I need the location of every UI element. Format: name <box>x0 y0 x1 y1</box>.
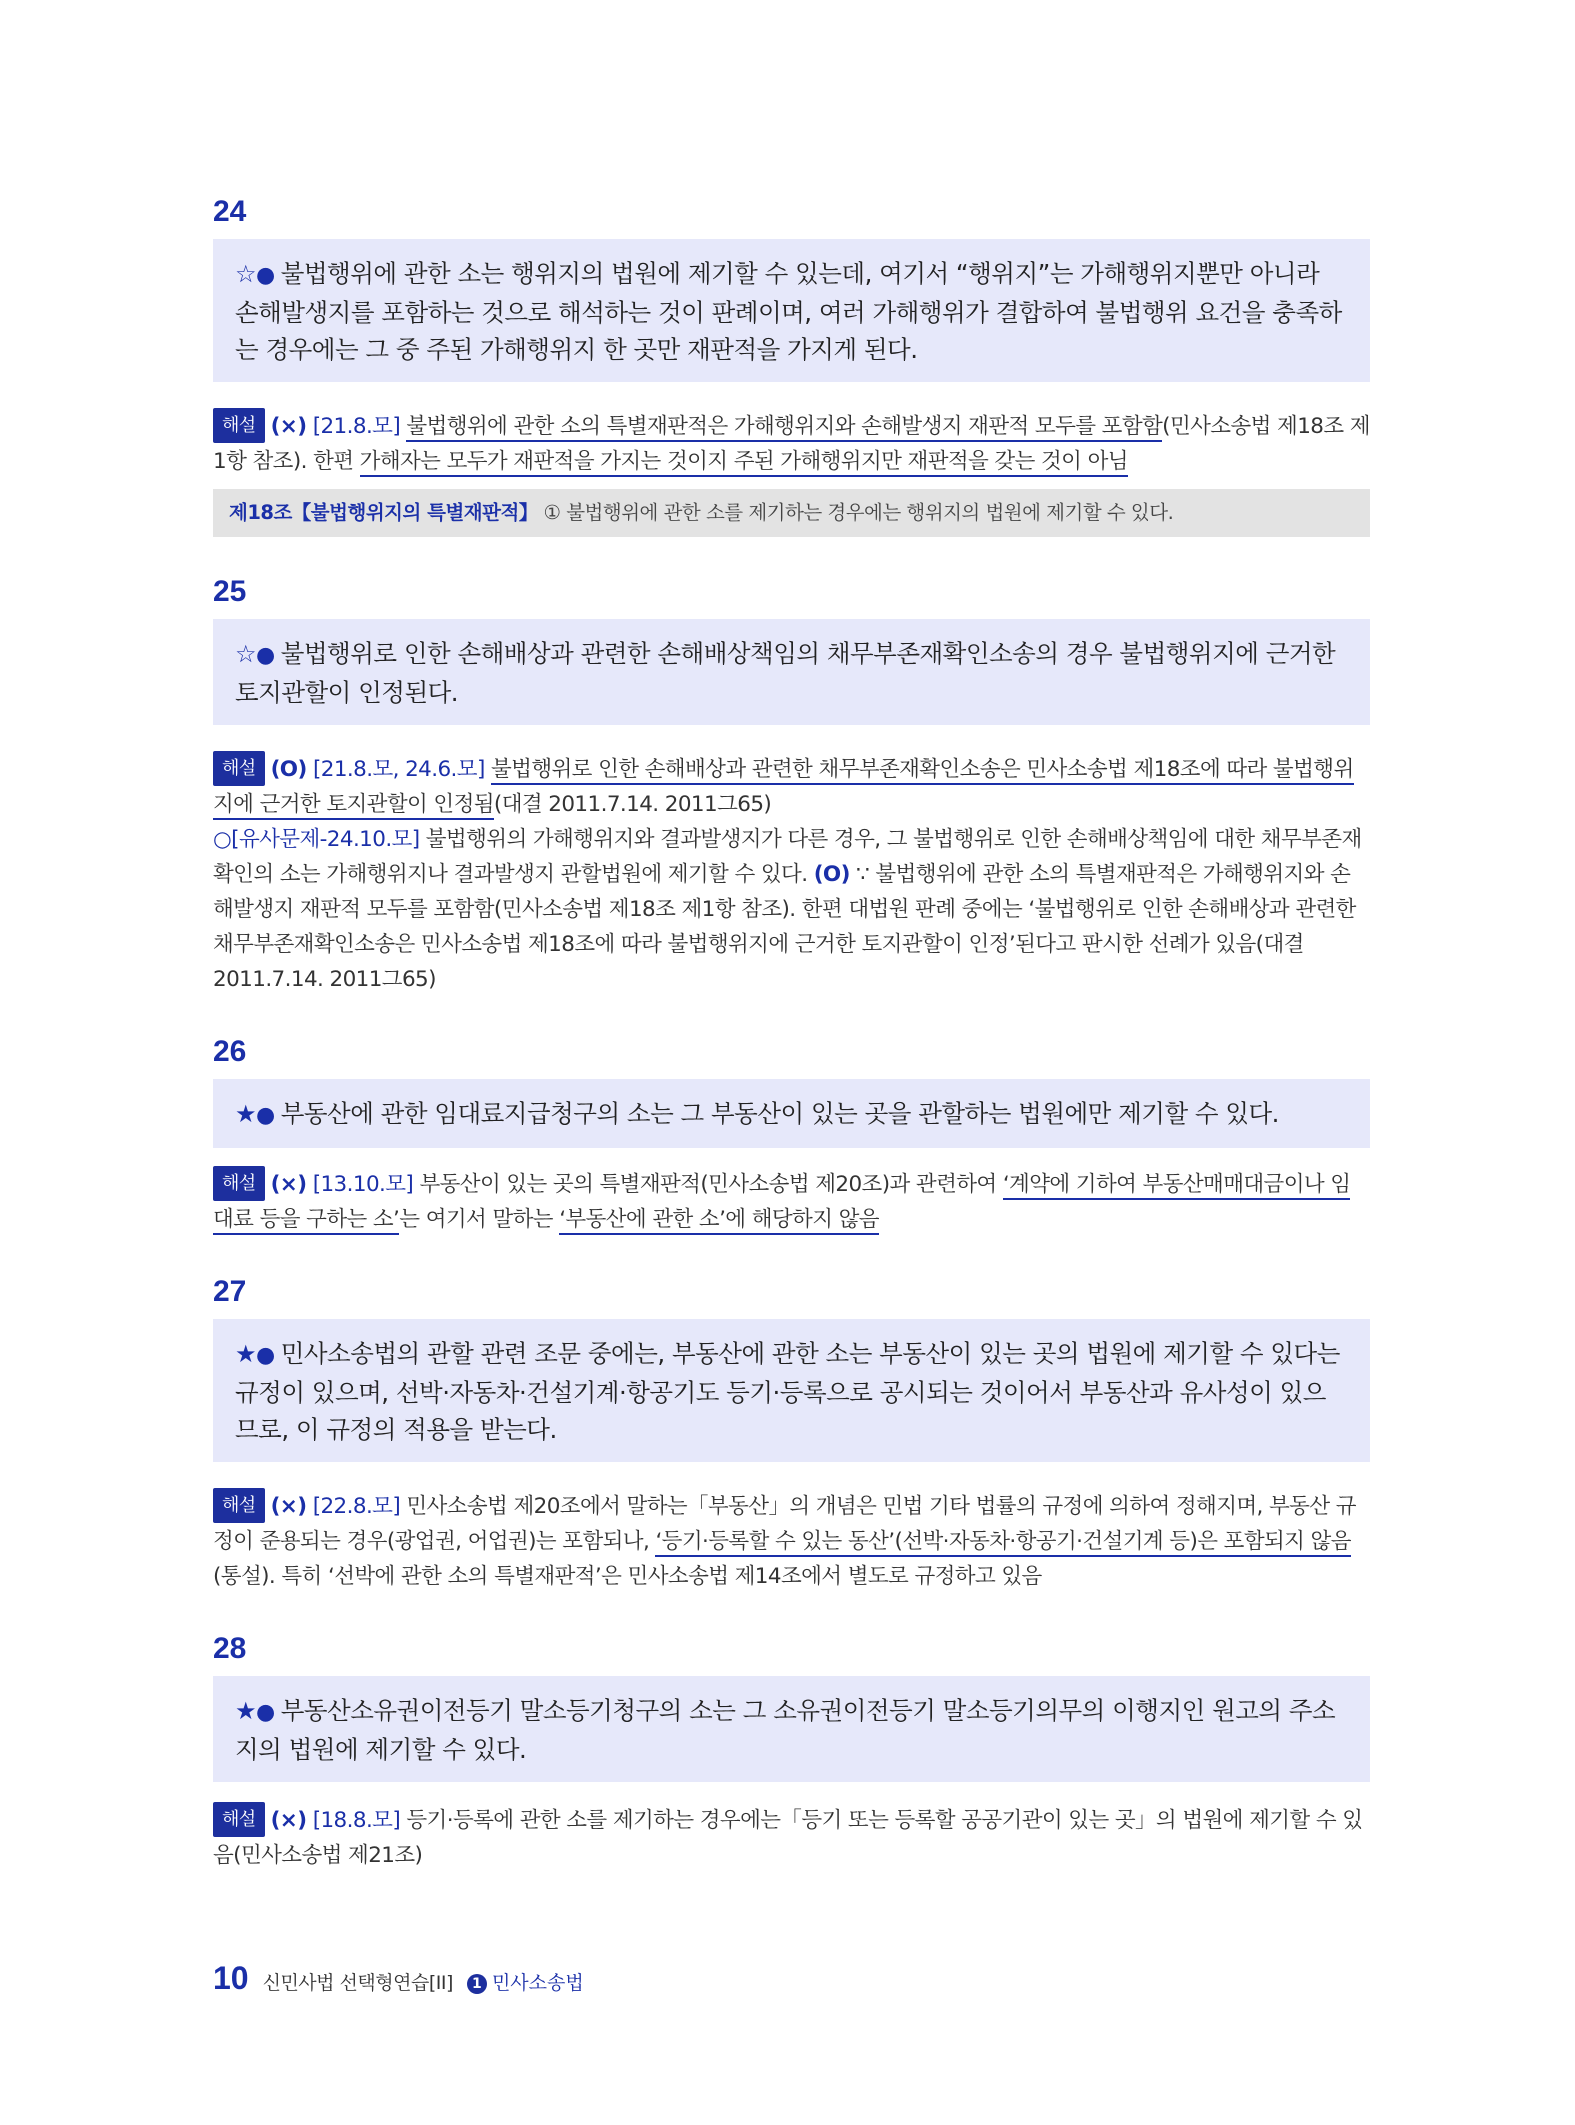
explanation-badge: 해설 <box>213 1488 265 1523</box>
answer-key-point: ‘등기·등록할 수 있는 동산’(선박·자동차·항공기·건설기계 등)은 포함되지 않음 <box>655 1529 1350 1557</box>
chapter-label <box>467 1968 584 1995</box>
law-article-box <box>213 489 1370 537</box>
answer-verdict: (×) <box>270 1494 307 1519</box>
similar-verdict: (O) <box>813 862 850 887</box>
answer-key-point: 불법행위에 관한 소의 특별재판적은 가해행위지와 손해발생지 재판적 모두를 포함함 <box>406 414 1162 442</box>
answer-explanation <box>213 1166 1370 1237</box>
answer-key-point: 가해자는 모두가 재판적을 가지는 것이지 주된 가해행위지만 재판적을 갖는 것이 아님 <box>360 449 1128 477</box>
explanation-badge: 해설 <box>213 751 265 786</box>
question-box <box>213 1079 1370 1148</box>
question-28 <box>213 1632 1370 1873</box>
question-text: 부동산소유권이전등기 말소등기청구의 소는 그 소유권이전등기 말소등기의무의 이행지인 원고의 주소지의 법원에 제기할 수 있다. <box>235 1696 1336 1764</box>
answer-text: 등기·등록에 관한 소를 제기하는 경우에는「등기 또는 등록할 공공기관이 있는 곳」의 법원에 제기할 수 있음(민사소송법 제21조) <box>213 1808 1363 1868</box>
question-number: 25 <box>213 575 247 608</box>
exam-source: [22.8.모] <box>312 1494 401 1519</box>
question-number: 27 <box>213 1275 247 1308</box>
star-filled-icon: ★ <box>235 1697 257 1725</box>
exam-source: [18.8.모] <box>312 1808 401 1833</box>
similar-question-label: ○[유사문제-24.10.모] <box>213 827 420 852</box>
similar-question-text: 불법행위의 가해행위지와 결과발생지가 다른 경우, 그 불법행위로 인한 손해배상책임에 대한 채무부존재확인의 소는 가해행위지나 결과발생지 관할법원에 제기할 수 있다. <box>213 827 1362 887</box>
law-article-text: ① 불법행위에 관한 소를 제기하는 경우에는 행위지의 법원에 제기할 수 있다. <box>543 501 1174 524</box>
answer-verdict: (×) <box>270 414 307 439</box>
exam-source: [13.10.모] <box>312 1172 414 1197</box>
question-27 <box>213 1275 1370 1594</box>
bullet-icon: ● <box>256 263 275 288</box>
answer-text: 부동산이 있는 곳의 특별재판적(민사소송법 제20조)과 관련하여 <box>419 1172 1003 1197</box>
explanation-badge: 해설 <box>213 408 265 443</box>
chapter-title: 민사소송법 <box>491 1972 584 1994</box>
page-footer <box>213 1960 584 2000</box>
answer-verdict: (×) <box>270 1808 307 1833</box>
answer-text: 는 여기서 말하는 <box>399 1207 560 1232</box>
question-box <box>213 239 1370 382</box>
question-text: 불법행위로 인한 손해배상과 관련한 손해배상책임의 채무부존재확인소송의 경우 불법행위지에 근거한 토지관할이 인정된다. <box>235 639 1336 707</box>
answer-explanation <box>213 1802 1370 1873</box>
similar-answer-text: ∵ 불법행위에 관한 소의 특별재판적은 가해행위지와 손해발생지 재판적 모두를 포함함(민사소송법 제18조 제1항 참조). 한편 대법원 판례 중에는 ‘불법행위로 인한 손해배상과 관련한 채무부존재확인소송은 민사소송법 제18조에 따라 불법행위지에 근거한 토지관할이 인정’된다고 판시한 선례가 있음(대결 2011.7.14. 2011그65) <box>213 862 1356 992</box>
question-25 <box>213 575 1370 997</box>
question-text: 민사소송법의 관할 관련 조문 중에는, 부동산에 관한 소는 부동산이 있는 곳의 법원에 제기할 수 있다는 규정이 있으며, 선박·자동차·건설기계·항공기도 등기·등록으로 공시되는 것이어서 부동산과 유사성이 있으므로, 이 규정의 적용을 받는다. <box>235 1339 1340 1444</box>
answer-explanation <box>213 751 1370 822</box>
exam-source: [21.8.모] <box>312 414 401 439</box>
answer-key-point: ‘계약에 기하여 부동산매매대금이나 임대료 등을 구하는 소’ <box>213 1172 1350 1235</box>
question-24 <box>213 195 1370 537</box>
star-filled-icon: ★ <box>235 1340 257 1368</box>
star-outline-icon: ☆ <box>235 260 257 288</box>
question-26 <box>213 1035 1370 1237</box>
page-number: 10 <box>213 1960 249 1996</box>
question-number: 26 <box>213 1035 247 1068</box>
question-text: 부동산에 관한 임대료지급청구의 소는 그 부동산이 있는 곳을 관할하는 법원에만 제기할 수 있다. <box>280 1099 1279 1128</box>
bullet-icon: ● <box>256 643 275 668</box>
chapter-number-icon: 1 <box>467 1974 487 1994</box>
answer-verdict: (O) <box>270 757 307 782</box>
answer-explanation <box>213 408 1370 479</box>
answer-explanation <box>213 1488 1370 1594</box>
question-text: 불법행위에 관한 소는 행위지의 법원에 제기할 수 있는데, 여기서 “행위지”는 가해행위지뿐만 아니라 손해발생지를 포함하는 것으로 해석하는 것이 판례이며, 여러 가해행위가 결합하여 불법행위 요건을 충족하는 경우에는 그 중 주된 가해행위지 한 곳만 재판적을 가지게 된다. <box>235 259 1342 364</box>
explanation-badge: 해설 <box>213 1166 265 1201</box>
answer-text: (통설). 특히 ‘선박에 관한 소의 특별재판적’은 민사소송법 제14조에서 별도로 규정하고 있음 <box>213 1564 1042 1589</box>
answer-text: 민사소송법 제20조에서 말하는「부동산」의 개념은 민법 기타 법률의 규정에 의하여 정해지며, 부동산 규정이 준용되는 경우(광업권, 어업권)는 포함되나, <box>213 1494 1356 1554</box>
bullet-icon: ● <box>256 1103 275 1128</box>
answer-key-point: 불법행위로 인한 손해배상과 관련한 채무부존재확인소송은 민사소송법 제18조에 따라 불법행위지에 근거한 토지관할이 인정됨 <box>213 757 1354 820</box>
question-box <box>213 1319 1370 1462</box>
answer-text: (대결 2011.7.14. 2011그65) <box>493 792 772 817</box>
question-box <box>213 619 1370 725</box>
law-article-title: 제18조【불법행위지의 특별재판적】 <box>229 501 538 524</box>
answer-verdict: (×) <box>270 1172 307 1197</box>
content <box>213 195 1370 1911</box>
explanation-badge: 해설 <box>213 1802 265 1837</box>
answer-key-point: ‘부동산에 관한 소’에 해당하지 않음 <box>559 1207 879 1235</box>
book-title: 신민사법 선택형연습[II] <box>262 1972 453 1994</box>
bullet-icon: ● <box>256 1343 275 1368</box>
question-box <box>213 1676 1370 1782</box>
similar-question <box>213 822 1370 997</box>
bullet-icon: ● <box>256 1700 275 1725</box>
star-filled-icon: ★ <box>235 1100 257 1128</box>
answer-text: (민사소송법 제18조 제1항 참조). 한편 <box>213 414 1370 474</box>
exam-source: [21.8.모, 24.6.모] <box>312 757 485 782</box>
question-number: 28 <box>213 1632 247 1665</box>
question-number: 24 <box>213 195 247 228</box>
star-outline-icon: ☆ <box>235 640 257 668</box>
